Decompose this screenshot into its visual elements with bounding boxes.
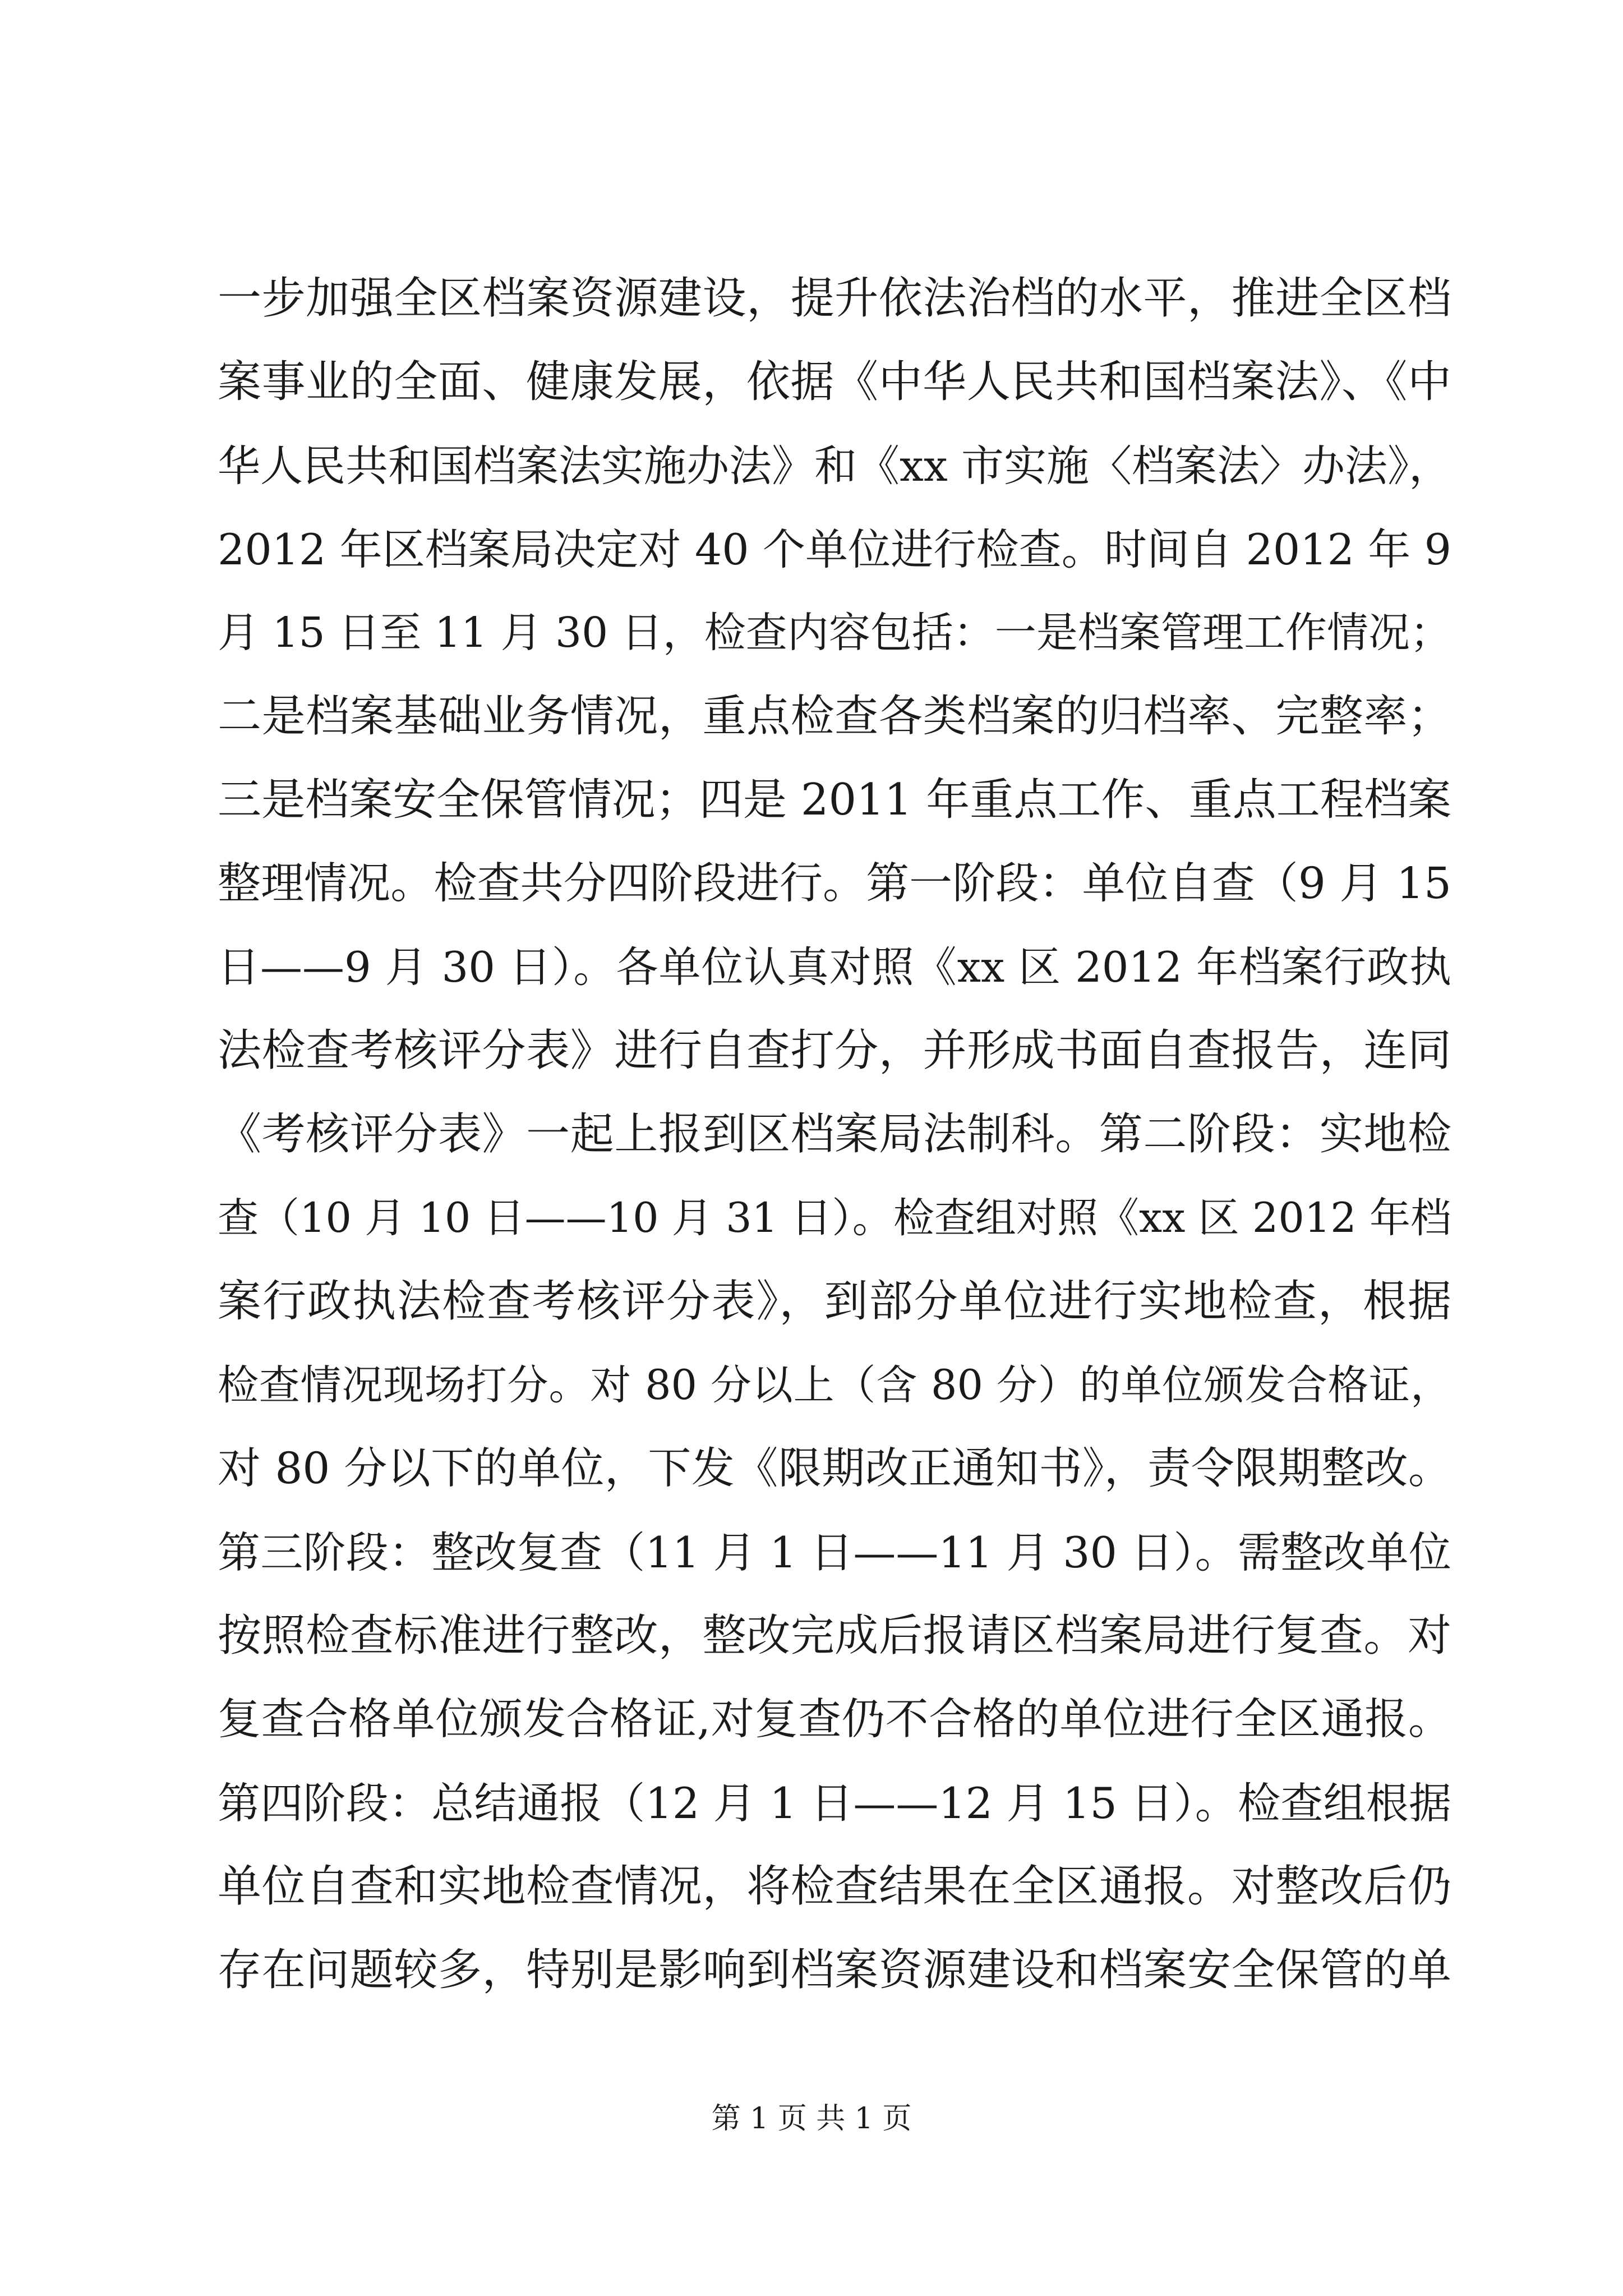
text-line: 日——9 月 30 日）。各单位认真对照《xx 区 2012 年档案行政执 (218, 942, 1451, 992)
text-line: 一步加强全区档案资源建设，提升依法治档的水平，推进全区档 (218, 273, 1451, 324)
text-line: 二是档案基础业务情况，重点检查各类档案的归档率、完整率； (218, 691, 1451, 742)
text-line: 存在问题较多，特别是影响到档案资源建设和档案安全保管的单 (218, 1945, 1451, 1995)
text-line: 查（10 月 10 日——10 月 31 日）。检查组对照《xx 区 2012 年档 (218, 1194, 1451, 1242)
text-line: 2012 年区档案局决定对 40 个单位进行检查。时间自 2012 年 9 (218, 524, 1451, 574)
text-line: 检查情况现场打分。对 80 分以上（含 80 分）的单位颁发合格证， (218, 1361, 1451, 1409)
text-line: 案事业的全面、健康发展，依据《中华人民共和国档案法》、《中 (218, 357, 1451, 407)
text-line: 按照检查标准进行整改，整改完成后报请区档案局进行复查。对 (218, 1611, 1451, 1661)
text-line: 华人民共和国档案法实施办法》和《xx 市实施〈档案法〉办法》， (218, 441, 1451, 491)
text-line: 三是档案安全保管情况；四是 2011 年重点工作、重点工程档案 (218, 775, 1451, 825)
text-line: 月 15 日至 11 月 30 日，检查内容包括：一是档案管理工作情况； (218, 609, 1451, 657)
text-line: 案行政执法检查考核评分表》，到部分单位进行实地检查，根据 (218, 1276, 1451, 1327)
text-line: 第四阶段：总结通报（12 月 1 日——12 月 15 日）。检查组根据 (218, 1778, 1451, 1828)
text-line: 复查合格单位颁发合格证,对复查仍不合格的单位进行全区通报。 (218, 1695, 1451, 1745)
text-line: 整理情况。检查共分四阶段进行。第一阶段：单位自查（9 月 15 (218, 859, 1451, 909)
text-line: 法检查考核评分表》进行自查打分，并形成书面自查报告，连同 (218, 1025, 1451, 1076)
body-text (218, 257, 1451, 2012)
text-line: 《考核评分表》一起上报到区档案局法制科。第二阶段：实地检 (218, 1109, 1451, 1159)
text-line: 第三阶段：整改复查（11 月 1 日——11 月 30 日）。需整改单位 (218, 1527, 1451, 1577)
page-footer: 第 1 页 共 1 页 (711, 2102, 912, 2136)
text-line: 对 80 分以下的单位，下发《限期改正通知书》，责令限期整改。 (218, 1444, 1451, 1494)
text-line: 单位自查和实地检查情况，将检查结果在全区通报。对整改后仍 (218, 1861, 1451, 1912)
